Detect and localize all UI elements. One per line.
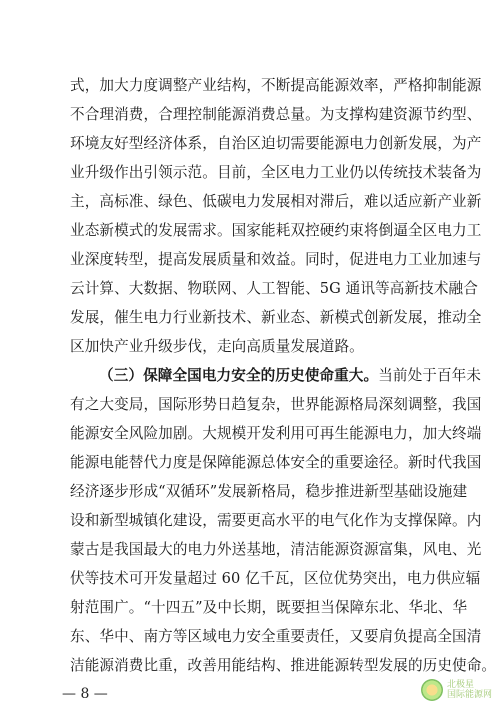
body-text-line: 洁能源消费比重，改善用能结构、推进能源转型发展的历史使命。	[70, 657, 497, 674]
body-text-line: 射范围广。“十四五”及中长期，既要担当保障东北、华北、华	[70, 599, 468, 616]
body-text-line: 业深度转型，提高发展质量和效益。同时，促进电力工业加速与	[70, 251, 482, 268]
body-text-line: 不合理消费，合理控制能源消费总量。为支撑构建资源节约型、	[70, 106, 482, 123]
page-number: — 8 —	[62, 686, 108, 702]
section-first-line	[99, 366, 481, 386]
body-text-line: 伏等技术可开发量超过 60 亿千瓦，区位优势突出，电力供应辐	[70, 570, 481, 587]
body-text-line: 主，高标准、绿色、低碳电力发展相对滞后，难以适应新产业新	[70, 193, 482, 210]
watermark-logo-icon	[421, 679, 443, 701]
body-text-line: 发展，催生电力行业新技术、新业态、新模式创新发展，推动全	[70, 309, 482, 326]
section-heading: （三）保障全国电力安全的历史使命重大。	[99, 367, 379, 384]
body-text-line: 业升级作出引领示范。目前，全区电力工业仍以传统技术装备为	[70, 164, 482, 181]
body-text-line: 经济逐步形成“双循环”发展新格局，稳步推进新型基础设施建	[70, 483, 468, 500]
body-text-line: 业态新模式的发展需求。国家能耗双控硬约束将倒逼全区电力工	[70, 222, 482, 239]
watermark-line-2: 国际能源网	[446, 690, 492, 700]
body-text-line: 能源安全风险加剧。大规模开发利用可再生能源电力，加大终端	[70, 425, 482, 442]
watermark-line-1: 北极星	[446, 680, 474, 690]
body-text-line: 设和新型城镇化建设，需要更高水平的电气化作为支撑保障。内	[70, 512, 482, 529]
body-text-line: 式，加大力度调整产业结构，不断提高能源效率，严格抑制能源	[70, 77, 482, 94]
body-text-line: 环境友好型经济体系，自治区迫切需要能源电力创新发展，为产	[70, 135, 482, 152]
body-text-line: 区加快产业升级步伐，走向高质量发展道路。	[70, 338, 364, 355]
body-text-line: 东、华中、南方等区域电力安全重要责任，又要肩负提高全国清	[70, 628, 482, 645]
body-text-line: 蒙古是我国最大的电力外送基地，清洁能源资源富集，风电、光	[70, 541, 482, 558]
body-text-line: 云计算、大数据、物联网、人工智能、5G 通讯等高新技术融合	[70, 280, 478, 297]
watermark	[421, 679, 492, 701]
watermark-text	[447, 680, 492, 700]
body-text-line: 能源电能替代力度是保障能源总体安全的重要途径。新时代我国	[70, 454, 482, 471]
body-text-line: 有之大变局，国际形势日趋复杂，世界能源格局深刻调整，我国	[70, 396, 482, 413]
section-first-line-text: 当前处于百年未	[378, 367, 482, 384]
